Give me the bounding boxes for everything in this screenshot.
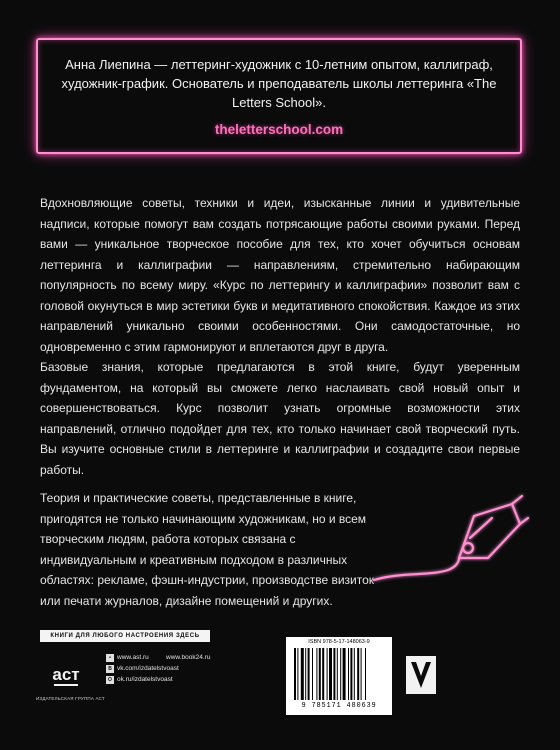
author-bio: Анна Лиепина — леттеринг-художник с 10-летним опытом, каллиграф, художник-график. Основатель и преподаватель школы леттеринга «The Letters School». [61, 57, 497, 110]
vk-icon: В [106, 665, 114, 673]
description-paragraph-3: Теория и практические советы, представленные в книге, пригодятся не только начинающим художникам, но и всем творческим людям, работа которых связана с индивидуальным и креативным подходом в различных областях: рекламе, фэшн-индустрии, производстве визиток или печати журналов, дизайне помещений и других. [40, 491, 375, 608]
link-ok-text: ok.ru/izdatelstvoast [117, 676, 173, 683]
isbn-text: ISBN 978-5-17-148063-9 [308, 639, 370, 645]
barcode-box [286, 637, 392, 715]
barcode-digits: 9 785171 480639 [301, 702, 377, 710]
website-link[interactable]: theletterschool.com [214, 122, 344, 137]
link-vk-text: vk.com/izdatelstvoast [117, 665, 179, 672]
v-brand-logo [406, 656, 436, 694]
pen-nib-icon [360, 492, 530, 592]
ast-publisher-logo [48, 654, 84, 694]
description-paragraph-2: Базовые знания, которые предлагаются в этой книге, будут уверенным фундаментом, на который вы сможете легко наслаивать свой новый опыт и совершенствоваться. Курс позволит узнать огромные возможности этих направлений, отлично подойдет для тех, кто только начинает свой творческий путь. Вы изучите основные стили в леттеринге и каллиграфии и создадите свои первые работы. [40, 360, 520, 477]
link-ast-text: www.ast.ru [117, 654, 149, 661]
book24-link-col [166, 652, 210, 663]
link-ok[interactable] [106, 674, 226, 685]
description-paragraph-1: Вдохновляющие советы, техники и идеи, изысканные линии и удивительные надписи, которые помогут вам создать потрясающие работы своими руками. Перед вами — уникальное творческое пособие для тех, кто хочет обучиться основам леттеринга и каллиграфии — направлениям, стремительно набирающим популярность по всему миру. «Курс по леттерингу и каллиграфии» позволит вам с головой окунуться в мир эстетики букв и медитативного спокойствия. Каждое из этих направлений уникально своими особенностями. Они самодостаточные, но одновременно с этим гармонируют и вплетаются друг в друга. [40, 196, 520, 354]
barcode-icon [294, 648, 386, 700]
ast-logo-text: аст [52, 665, 80, 684]
globe-icon: • [106, 654, 114, 662]
link-book24[interactable]: www.book24.ru [166, 654, 211, 661]
ok-icon: О [106, 676, 114, 684]
link-vk[interactable] [106, 663, 226, 674]
publisher-label: ИЗДАТЕЛЬСКАЯ ГРУППА АСТ [36, 696, 105, 701]
slogan-bar: КНИГИ ДЛЯ ЛЮБОГО НАСТРОЕНИЯ ЗДЕСЬ [40, 630, 210, 642]
